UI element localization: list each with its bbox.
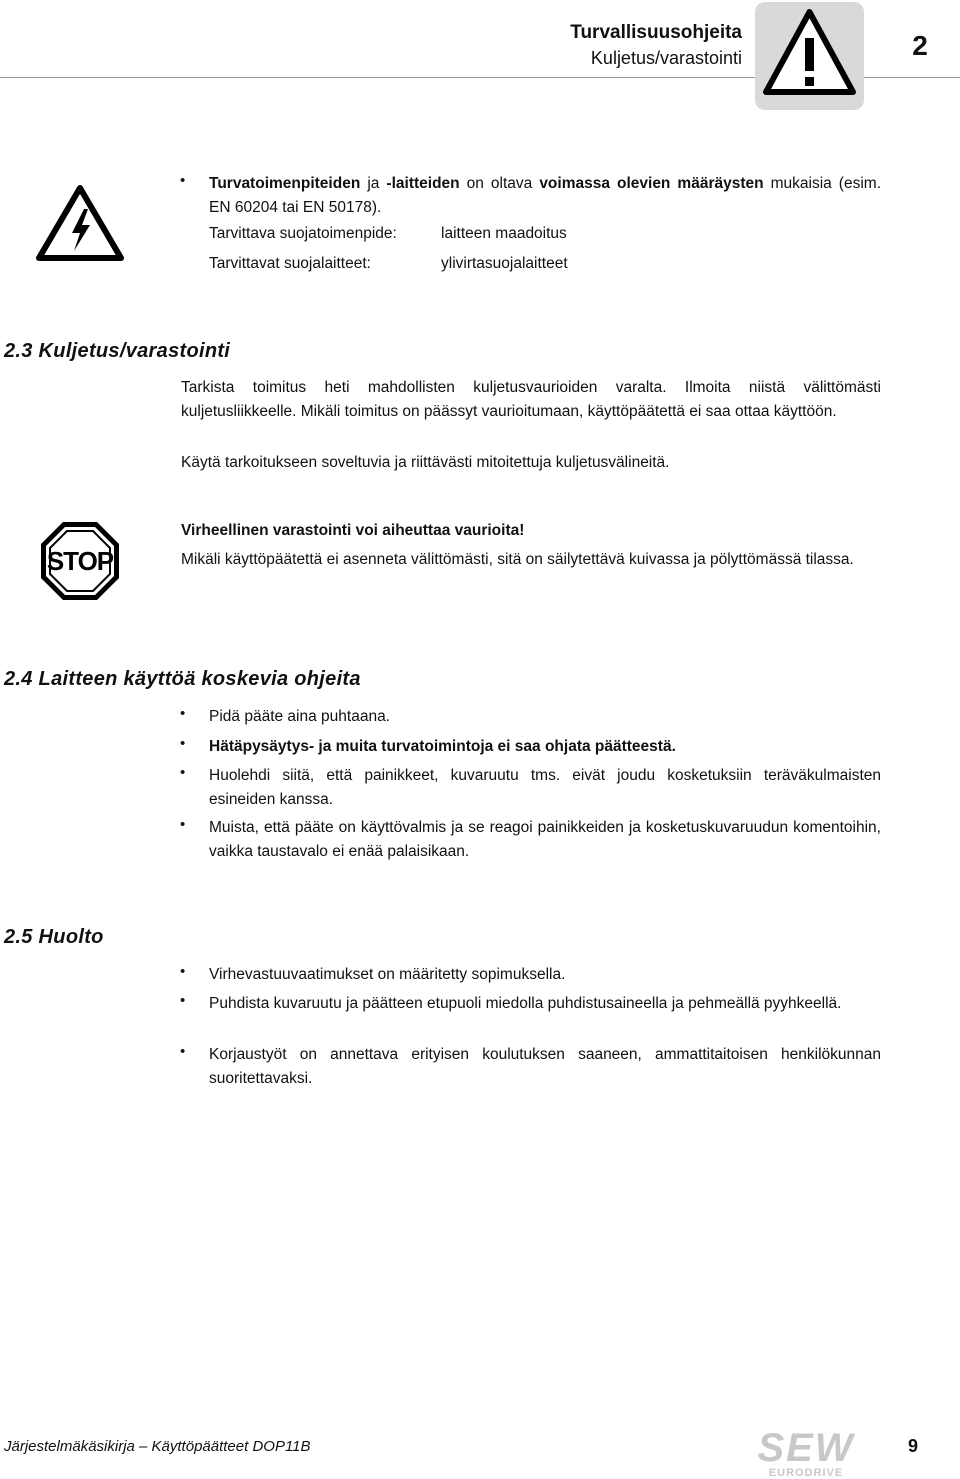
high-voltage-icon — [34, 183, 126, 268]
warning-triangle-icon — [755, 2, 864, 110]
protective-measure-label: Tarvittava suojatoimenpide: — [209, 225, 397, 242]
list-item: Puhdista kuvaruutu ja päätteen etupuoli miedolla puhdistusaineella ja pehmeällä pyyhkeellä. — [209, 995, 842, 1012]
bullet-icon: • — [180, 764, 186, 781]
bullet-icon: • — [180, 816, 186, 833]
bullet-icon: • — [180, 1043, 186, 1060]
section-heading-2-4: 2.4 Laitteen käyttöä koskevia ohjeita — [4, 668, 361, 690]
storage-warning-title: Virheellinen varastointi voi aiheuttaa vaurioita! — [181, 522, 525, 539]
section-heading-2-5: 2.5 Huolto — [4, 926, 104, 948]
header-rule — [0, 77, 755, 78]
svg-text:STOP: STOP — [46, 546, 114, 576]
transport-paragraph: Tarkista toimitus heti mahdollisten kuljetusvaurioiden varalta. Ilmoita niistä välittömästi kuljetusliikkeelle. Mikäli toimitus on päässyt vaurioitumaan, käyttöpäätettä ei saa ottaa käyttöön. — [181, 379, 881, 420]
section-heading-2-3: 2.3 Kuljetus/varastointi — [4, 340, 231, 362]
bullet-icon: • — [180, 992, 186, 1009]
bullet-icon: • — [180, 963, 186, 980]
stop-icon — [38, 519, 122, 608]
list-item: Huolehdi siitä, että painikkeet, kuvaruutu tms. eivät joudu kosketuksiin teräväkulmaisten esineiden kanssa. — [209, 767, 881, 808]
list-item: Pidä pääte aina puhtaana. — [209, 708, 390, 725]
protective-devices-value: ylivirtasuojalaitteet — [441, 255, 568, 272]
page-number: 9 — [908, 1436, 919, 1456]
bullet-icon: • — [180, 735, 186, 752]
electrical-bullet: Turvatoimenpiteiden ja -laitteiden on oltava voimassa olevien määräysten mukaisia (esim. EN 60204 tai EN 50178). — [209, 175, 881, 216]
transport-means-paragraph: Käytä tarkoitukseen soveltuvia ja riittävästi mitoitettuja kuljetusvälineitä. — [181, 454, 670, 471]
header-title: Turvallisuusohjeita — [570, 22, 742, 43]
list-item: Muista, että pääte on käyttövalmis ja se reagoi painikkeiden ja kosketuskuvaruudun komentoihin, vaikka taustavalo ei enää palaisikaan. — [209, 819, 881, 860]
list-item: Hätäpysäytys- ja muita turvatoimintoja ei saa ohjata päätteestä. — [209, 738, 676, 755]
bullet-icon: • — [180, 705, 186, 722]
bullet-icon: • — [180, 172, 186, 189]
header-subtitle: Kuljetus/varastointi — [590, 48, 742, 68]
list-item: Korjaustyöt on annettava erityisen koulutuksen saaneen, ammattitaitoisen henkilökunnan suoritettavaksi. — [209, 1046, 881, 1087]
header-rule-right — [864, 77, 960, 78]
list-item: Virhevastuuvaatimukset on määritetty sopimuksella. — [209, 966, 566, 983]
chapter-number: 2 — [912, 30, 928, 61]
footer-text: Järjestelmäkäsikirja – Käyttöpäätteet DOP11B — [4, 1438, 311, 1455]
sew-eurodrive-logo: SEW EURODRIVE — [757, 1426, 855, 1479]
protective-devices-label: Tarvittavat suojalaitteet: — [209, 255, 371, 272]
protective-measure-value: laitteen maadoitus — [441, 225, 567, 242]
storage-warning-text: Mikäli käyttöpäätettä ei asenneta välittömästi, sitä on säilytettävä kuivassa ja pölyttömässä tilassa. — [181, 551, 854, 568]
